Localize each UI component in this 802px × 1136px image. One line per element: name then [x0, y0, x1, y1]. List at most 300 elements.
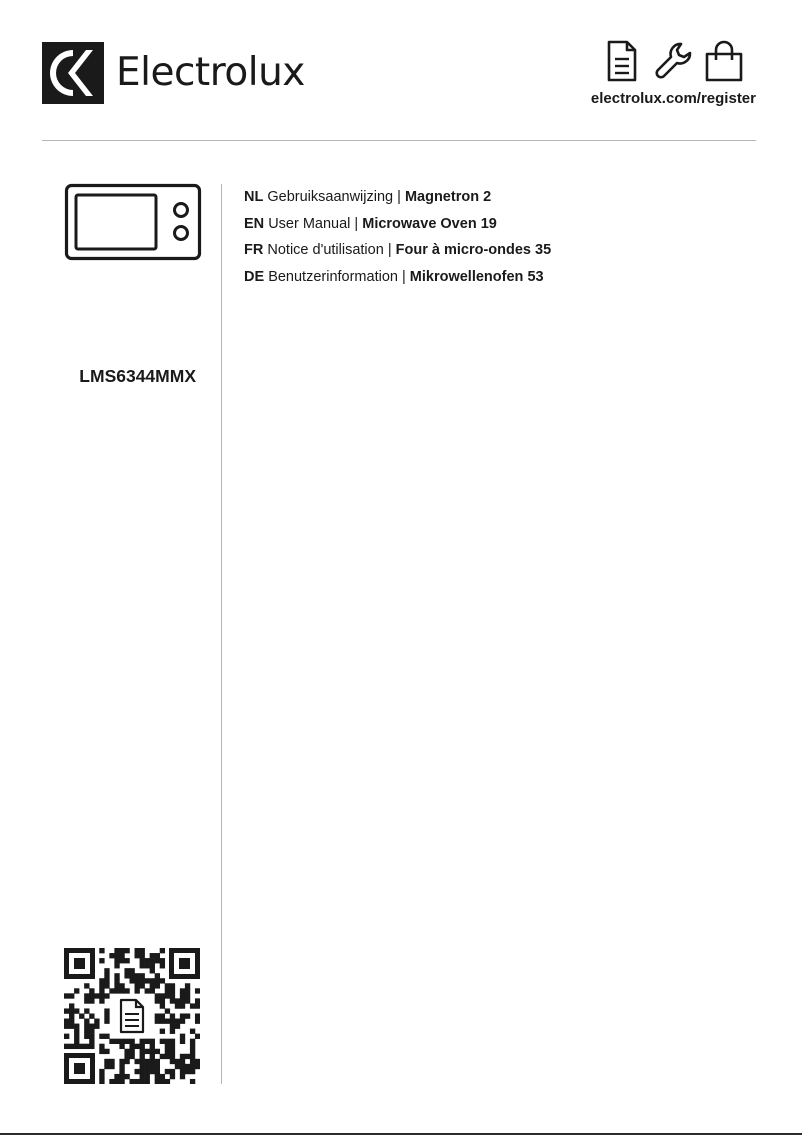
qr-module	[140, 1054, 145, 1059]
qr-module	[165, 1044, 170, 1049]
qr-module	[150, 963, 155, 968]
qr-module	[140, 1079, 145, 1084]
qr-module	[155, 1049, 160, 1054]
qr-module	[104, 1008, 109, 1013]
qr-module	[150, 983, 155, 988]
qr-code-icon[interactable]	[64, 948, 200, 1084]
qr-module	[99, 1049, 104, 1054]
qr-module	[129, 1054, 134, 1059]
qr-module	[140, 1064, 145, 1069]
brand-wordmark: Electrolux	[116, 50, 305, 95]
qr-module	[155, 1074, 160, 1079]
qr-module	[180, 1074, 185, 1079]
qr-module	[160, 963, 165, 968]
qr-module	[124, 948, 129, 953]
qr-module	[140, 958, 145, 963]
qr-module	[69, 1013, 74, 1018]
qr-module	[114, 948, 119, 953]
separator: |	[354, 215, 359, 232]
qr-module	[129, 973, 134, 978]
qr-module	[99, 958, 104, 963]
qr-module	[190, 1003, 195, 1008]
qr-module	[129, 978, 134, 983]
qr-module	[170, 993, 175, 998]
qr-module	[79, 1013, 84, 1018]
qr-module	[69, 1044, 74, 1049]
document-icon	[606, 40, 638, 82]
qr-module	[165, 1039, 170, 1044]
qr-module	[99, 1044, 104, 1049]
qr-module	[195, 1064, 200, 1069]
qr-module	[109, 1079, 114, 1084]
qr-module	[124, 1049, 129, 1054]
qr-module	[170, 1013, 175, 1018]
qr-module	[84, 1024, 89, 1029]
qr-module	[89, 1039, 94, 1044]
qr-module	[64, 1044, 69, 1049]
qr-module	[155, 1019, 160, 1024]
qr-module	[195, 988, 200, 993]
qr-module	[114, 953, 119, 958]
qr-module	[114, 983, 119, 988]
qr-module	[145, 1059, 150, 1064]
qr-module	[64, 1008, 69, 1013]
qr-module	[64, 1019, 69, 1024]
qr-module	[84, 993, 89, 998]
qr-module	[104, 973, 109, 978]
qr-module	[124, 1039, 129, 1044]
qr-module	[135, 1044, 140, 1049]
qr-module	[119, 988, 124, 993]
qr-module	[104, 1049, 109, 1054]
qr-module	[119, 958, 124, 963]
manual-title: Benutzerinformation	[268, 268, 398, 285]
qr-module	[119, 1064, 124, 1069]
qr-module	[99, 1069, 104, 1074]
qr-module	[165, 1069, 170, 1074]
qr-module	[99, 998, 104, 1003]
qr-module	[109, 988, 114, 993]
qr-module	[150, 1069, 155, 1074]
qr-module	[140, 963, 145, 968]
language-code: NL	[244, 189, 264, 205]
product-name: Mikrowellenofen	[409, 268, 524, 285]
product-name: Magnetron	[404, 189, 480, 205]
qr-module	[135, 1059, 140, 1064]
qr-module	[104, 1019, 109, 1024]
qr-module	[160, 1054, 165, 1059]
qr-module	[160, 1079, 165, 1084]
qr-module	[155, 958, 160, 963]
qr-module	[160, 1013, 165, 1018]
qr-module	[190, 1079, 195, 1084]
qr-module	[180, 1019, 185, 1024]
qr-module	[175, 1059, 180, 1064]
page-number: 35	[535, 242, 552, 258]
separator: |	[387, 242, 392, 258]
qr-module	[114, 1039, 119, 1044]
manual-title: User Manual	[268, 215, 351, 232]
qr-module	[165, 1054, 170, 1059]
language-code: EN	[244, 215, 265, 232]
qr-module	[155, 1064, 160, 1069]
qr-module	[195, 1059, 200, 1064]
qr-module	[185, 988, 190, 993]
qr-module	[145, 958, 150, 963]
qr-module	[99, 1074, 104, 1079]
qr-module	[145, 1064, 150, 1069]
qr-module	[124, 958, 129, 963]
qr-module	[84, 983, 89, 988]
qr-module	[150, 1044, 155, 1049]
microwave-oven-icon	[64, 183, 202, 261]
qr-module	[170, 1074, 175, 1079]
qr-module	[119, 1044, 124, 1049]
qr-module	[145, 1074, 150, 1079]
qr-module	[145, 1069, 150, 1074]
shopping-bag-icon	[704, 40, 744, 82]
qr-module	[155, 993, 160, 998]
qr-module	[74, 988, 79, 993]
manual-title: Gebruiksaanwijzing	[267, 189, 394, 205]
qr-module	[185, 1064, 190, 1069]
qr-module	[119, 1059, 124, 1064]
qr-module	[175, 1064, 180, 1069]
qr-module	[135, 1079, 140, 1084]
qr-module	[180, 1013, 185, 1018]
qr-module	[89, 1024, 94, 1029]
qr-module	[74, 1024, 79, 1029]
qr-module	[180, 1059, 185, 1064]
qr-module	[160, 978, 165, 983]
wrench-icon	[654, 40, 696, 82]
qr-module	[145, 1039, 150, 1044]
qr-module	[195, 998, 200, 1003]
qr-module	[160, 1039, 165, 1044]
qr-module	[150, 988, 155, 993]
qr-module	[155, 983, 160, 988]
qr-module	[150, 958, 155, 963]
qr-module	[104, 993, 109, 998]
qr-module	[140, 1049, 145, 1054]
qr-module	[170, 1059, 175, 1064]
qr-module	[104, 1034, 109, 1039]
qr-module	[155, 1059, 160, 1064]
qr-module	[165, 1079, 170, 1084]
qr-module	[160, 1019, 165, 1024]
qr-module	[150, 953, 155, 958]
page-number: 19	[480, 215, 497, 232]
qr-module	[160, 948, 165, 953]
qr-module	[150, 1059, 155, 1064]
qr-module	[89, 1044, 94, 1049]
qr-module	[180, 1054, 185, 1059]
qr-module	[104, 983, 109, 988]
qr-module	[185, 1013, 190, 1018]
language-code: FR	[244, 242, 264, 258]
qr-module	[160, 1003, 165, 1008]
qr-module	[89, 988, 94, 993]
model-number: LMS6344MMX	[79, 366, 196, 386]
qr-module	[119, 1074, 124, 1079]
qr-module	[129, 1039, 134, 1044]
qr-module	[155, 1069, 160, 1074]
qr-module	[114, 988, 119, 993]
qr-module	[140, 983, 145, 988]
qr-module	[155, 1013, 160, 1018]
manual-item-en[interactable]	[244, 211, 764, 238]
qr-module	[175, 1024, 180, 1029]
qr-module	[155, 998, 160, 1003]
qr-module	[94, 1024, 99, 1029]
qr-module	[140, 1044, 145, 1049]
qr-module	[180, 988, 185, 993]
qr-module	[150, 968, 155, 973]
qr-module	[175, 1003, 180, 1008]
qr-module	[165, 1008, 170, 1013]
qr-module	[129, 1044, 134, 1049]
qr-module	[129, 1079, 134, 1084]
qr-module	[190, 1044, 195, 1049]
qr-module	[74, 1044, 79, 1049]
qr-module	[64, 1034, 69, 1039]
qr-module	[170, 1054, 175, 1059]
qr-module	[114, 1074, 119, 1079]
qr-module	[74, 1008, 79, 1013]
qr-module	[124, 1059, 129, 1064]
qr-module	[84, 1034, 89, 1039]
qr-module	[195, 1034, 200, 1039]
qr-module	[180, 1064, 185, 1069]
qr-module	[190, 1064, 195, 1069]
qr-module	[170, 1019, 175, 1024]
qr-module	[69, 1008, 74, 1013]
qr-module	[170, 1039, 175, 1044]
qr-module	[140, 948, 145, 953]
qr-module	[185, 1054, 190, 1059]
qr-module	[160, 958, 165, 963]
qr-module	[74, 1039, 79, 1044]
qr-module	[185, 983, 190, 988]
product-name: Microwave Oven	[362, 215, 477, 232]
qr-module	[185, 993, 190, 998]
qr-module	[150, 978, 155, 983]
qr-module	[165, 993, 170, 998]
qr-module	[129, 1049, 134, 1054]
qr-module	[180, 993, 185, 998]
qr-module	[109, 1064, 114, 1069]
qr-module	[170, 1044, 175, 1049]
qr-module	[140, 1069, 145, 1074]
qr-module	[99, 1079, 104, 1084]
qr-module	[175, 1019, 180, 1024]
column-divider	[221, 184, 222, 1084]
qr-module	[135, 973, 140, 978]
qr-module	[150, 1049, 155, 1054]
qr-module	[64, 1024, 69, 1029]
qr-module	[114, 1079, 119, 1084]
qr-module	[99, 978, 104, 983]
qr-module	[114, 978, 119, 983]
page-number: 2	[483, 189, 492, 205]
qr-module	[119, 1069, 124, 1074]
manual-item-de[interactable]	[244, 264, 764, 291]
qr-module	[145, 1049, 150, 1054]
qr-module	[155, 978, 160, 983]
qr-module	[140, 1039, 145, 1044]
qr-module	[180, 1069, 185, 1074]
qr-module	[180, 1039, 185, 1044]
qr-module	[160, 1029, 165, 1034]
qr-module	[129, 968, 134, 973]
qr-module	[84, 1029, 89, 1034]
separator: |	[397, 189, 401, 205]
qr-module	[195, 1013, 200, 1018]
qr-module	[84, 1019, 89, 1024]
qr-module	[170, 1024, 175, 1029]
qr-module	[135, 983, 140, 988]
qr-module	[165, 988, 170, 993]
qr-module	[185, 998, 190, 1003]
qr-module	[135, 988, 140, 993]
qr-module	[170, 988, 175, 993]
qr-module	[165, 1019, 170, 1024]
qr-module	[124, 968, 129, 973]
qr-module	[94, 1019, 99, 1024]
qr-module	[170, 1049, 175, 1054]
qr-module	[124, 988, 129, 993]
qr-module	[94, 993, 99, 998]
qr-module	[124, 1074, 129, 1079]
qr-module	[145, 988, 150, 993]
footer-divider	[0, 1133, 802, 1135]
qr-module	[155, 953, 160, 958]
qr-module	[170, 1069, 175, 1074]
qr-module	[119, 983, 124, 988]
qr-module	[114, 973, 119, 978]
qr-module	[119, 1039, 124, 1044]
qr-module	[160, 1074, 165, 1079]
qr-module	[145, 978, 150, 983]
qr-module	[89, 1013, 94, 1018]
qr-module	[99, 993, 104, 998]
qr-module	[190, 1049, 195, 1054]
qr-module	[165, 983, 170, 988]
register-icons	[606, 40, 746, 84]
qr-module	[135, 1069, 140, 1074]
qr-module	[140, 978, 145, 983]
qr-module	[180, 998, 185, 1003]
qr-module	[69, 993, 74, 998]
qr-module	[69, 1003, 74, 1008]
qr-module	[150, 1039, 155, 1044]
qr-module	[89, 993, 94, 998]
qr-module	[114, 958, 119, 963]
qr-module	[89, 1029, 94, 1034]
qr-module	[124, 1054, 129, 1059]
qr-module	[119, 953, 124, 958]
qr-module	[175, 998, 180, 1003]
qr-module	[124, 973, 129, 978]
qr-module	[140, 1074, 145, 1079]
qr-module	[99, 948, 104, 953]
qr-module	[190, 1069, 195, 1074]
qr-module	[69, 1019, 74, 1024]
qr-module	[64, 993, 69, 998]
page-number: 53	[527, 268, 544, 285]
separator: |	[401, 268, 406, 285]
qr-module	[140, 973, 145, 978]
qr-module	[135, 978, 140, 983]
qr-module	[180, 1034, 185, 1039]
qr-module	[109, 1039, 114, 1044]
qr-module	[84, 1008, 89, 1013]
qr-module	[170, 983, 175, 988]
qr-module	[104, 1064, 109, 1069]
header-divider	[42, 140, 756, 141]
qr-module	[89, 1034, 94, 1039]
qr-module	[160, 998, 165, 1003]
qr-module	[109, 953, 114, 958]
qr-module	[155, 1079, 160, 1084]
qr-module	[170, 1029, 175, 1034]
qr-module	[140, 953, 145, 958]
qr-module	[150, 1064, 155, 1069]
qr-module	[104, 1059, 109, 1064]
qr-module	[190, 1059, 195, 1064]
qr-module	[190, 1039, 195, 1044]
qr-module	[84, 1044, 89, 1049]
qr-module	[195, 1003, 200, 1008]
qr-module	[180, 1003, 185, 1008]
language-code: DE	[244, 268, 265, 285]
manual-item-nl[interactable]	[244, 184, 764, 211]
qr-module	[69, 1024, 74, 1029]
qr-module	[74, 1034, 79, 1039]
qr-module	[89, 998, 94, 1003]
qr-module	[140, 1059, 145, 1064]
qr-module	[145, 963, 150, 968]
brand-logo	[42, 42, 312, 104]
qr-module	[99, 988, 104, 993]
qr-module	[104, 968, 109, 973]
qr-module	[155, 973, 160, 978]
qr-module	[104, 978, 109, 983]
qr-module	[119, 948, 124, 953]
qr-module	[185, 1069, 190, 1074]
qr-module	[114, 963, 119, 968]
manual-title: Notice d'utilisation	[267, 242, 384, 258]
qr-module	[99, 983, 104, 988]
manual-language-list	[244, 184, 764, 290]
qr-module	[74, 1029, 79, 1034]
qr-module	[99, 1034, 104, 1039]
qr-module	[170, 998, 175, 1003]
manual-item-fr[interactable]	[244, 237, 764, 264]
product-name: Four à micro-ondes	[395, 242, 531, 258]
qr-module	[84, 998, 89, 1003]
qr-module	[109, 1059, 114, 1064]
electrolux-logo-icon	[42, 42, 104, 104]
qr-module	[190, 1029, 195, 1034]
qr-module	[119, 1079, 124, 1084]
qr-module	[190, 1054, 195, 1059]
qr-module	[79, 1044, 84, 1049]
qr-module	[135, 953, 140, 958]
qr-module	[195, 1019, 200, 1024]
register-url[interactable]: electrolux.com/register	[590, 90, 756, 107]
qr-module	[104, 1013, 109, 1018]
